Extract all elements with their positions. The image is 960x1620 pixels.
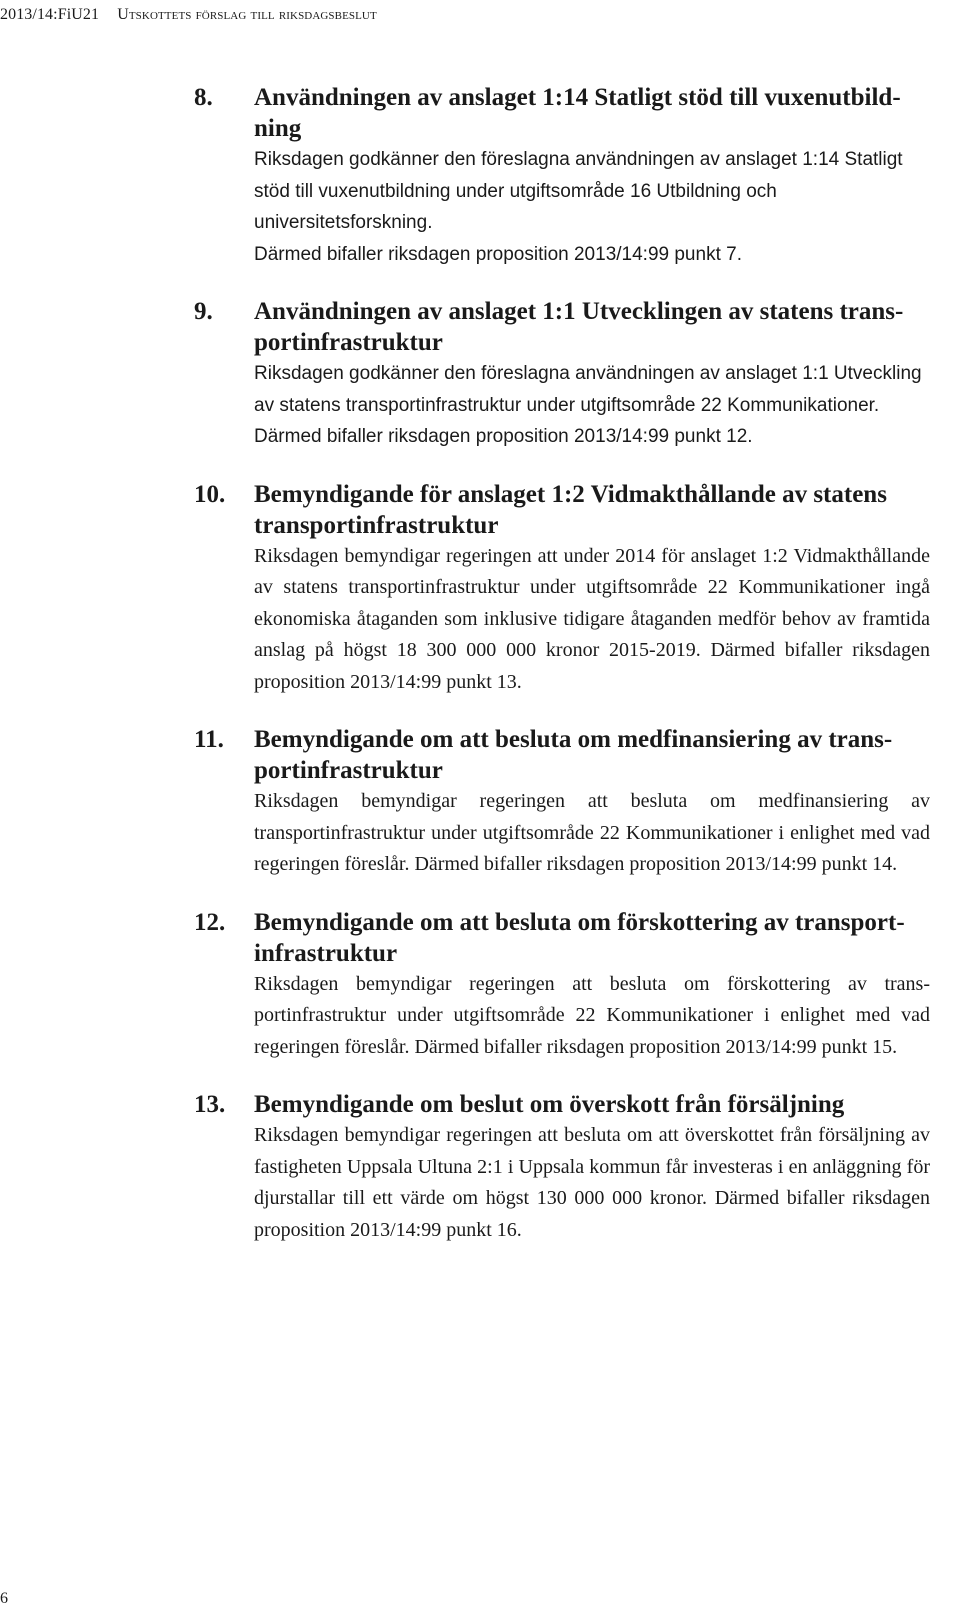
item-heading: Bemyndigande för anslaget 1:2 Vidmakthållande av statens transportinfrastruktur (254, 480, 887, 539)
running-header (0, 6, 377, 24)
proposal-list (0, 82, 960, 1272)
proposal-item-13 (0, 1089, 960, 1246)
item-heading: Användningen av anslaget 1:14 Statligt stöd till vuxenutbildning (254, 84, 901, 142)
item-body: Riksdagen bemyndigar regeringen att besluta om medfinansiering av transportinfrastruktur under utgiftsområde 22 Kommunikationer i enlighet med vad regeringen föreslår. Därmed bifaller riksdagen proposition 2013/14:99 punkt 14. (254, 790, 930, 875)
item-heading: Bemyndigande om att besluta om medfinansiering av transportinfrastruktur (254, 726, 893, 784)
proposal-item-9 (0, 296, 960, 453)
item-body: Riksdagen bemyndigar regeringen att besluta om att överskottet från försäljning av fastigheten Uppsala Ultuna 2:1 i Uppsala kommun får investeras i en anläggning för djurstallar till ett värde om högst 130 000 000 kronor. Därmed bifaller riksdagen proposition 2013/14:99 punkt 16. (254, 1124, 930, 1241)
item-number: 8. (194, 84, 213, 111)
proposal-item-10 (0, 479, 960, 699)
item-number: 11. (194, 726, 224, 753)
item-body: Riksdagen godkänner den föreslagna användningen av anslaget 1:1 Utveckling av statens transportinfrastruktur under utgiftsområde 22 Kommunikationer. Därmed bifaller riksdagen proposition 2013/14:99 punkt 12. (254, 363, 922, 447)
proposal-item-11 (0, 724, 960, 881)
item-number: 12. (194, 908, 226, 936)
item-number: 9. (194, 298, 213, 325)
item-heading: Användningen av anslaget 1:1 Utvecklingen av statens transportinfrastruktur (254, 298, 904, 356)
item-heading: Bemyndigande om att besluta om förskottering av transportinfrastruktur (254, 908, 905, 967)
proposal-item-8 (0, 82, 960, 270)
document-status: Utskottets förslag till riksdagsbeslut (117, 6, 377, 23)
item-body: Riksdagen godkänner den föreslagna användningen av anslaget 1:14 Statligt stöd till vuxenutbildning under utgiftsområde 16 Utbildning och universitetsforskning. (254, 149, 903, 233)
item-body: Riksdagen bemyndigar regeringen att under 2014 för anslaget 1:2 Vidmakthållande av statens transportinfrastruktur under utgiftsområde 22 Kommunikationer ingå ekonomiska åtaganden som inklusive tidigare åtaganden medför behov av framtida anslag på högst 18 300 000 000 kronor 2015-2019. Därmed bifaller riksdagen proposition 2013/14:99 punkt 13. (254, 544, 930, 693)
page-number: 6 (0, 1590, 8, 1607)
item-heading: Bemyndigande om beslut om överskott från försäljning (254, 1091, 845, 1118)
document-id: 2013/14:FiU21 (0, 6, 100, 23)
item-conclusion: Därmed bifaller riksdagen proposition 2013/14:99 punkt 7. (254, 243, 742, 265)
proposal-item-12 (0, 907, 960, 1064)
item-number: 13. (194, 1091, 226, 1118)
item-body: Riksdagen bemyndigar regeringen att besluta om förskottering av transportinfrastruktur under utgiftsområde 22 Kommunikationer i enlighet med vad regeringen föreslår. Därmed bifaller riksdagen proposition 2013/14:99 punkt 15. (254, 972, 930, 1058)
item-number: 10. (194, 480, 226, 508)
